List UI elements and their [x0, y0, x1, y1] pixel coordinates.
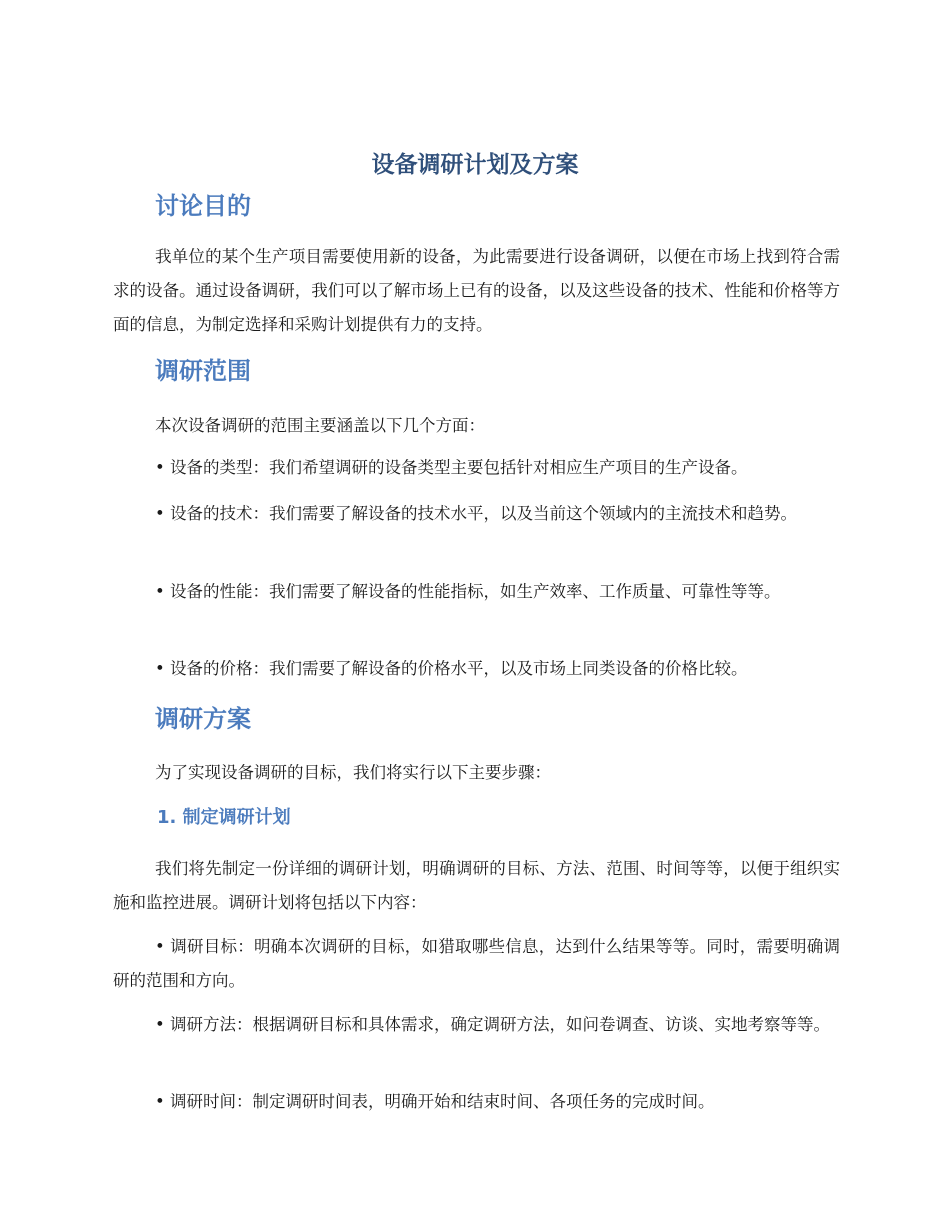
heading-purpose: 讨论目的 — [155, 192, 251, 220]
step-1-item-method: • 调研方法：根据调研目标和具体需求，确定调研方法，如问卷调查、访谈、实地考察等等。 — [155, 1015, 830, 1034]
scope-intro: 本次设备调研的范围主要涵盖以下几个方面： — [155, 416, 485, 435]
scope-item-price: • 设备的价格：我们需要了解设备的价格水平，以及市场上同类设备的价格比较。 — [155, 659, 748, 678]
plan-intro: 为了实现设备调研的目标，我们将实行以下主要步骤： — [155, 763, 551, 782]
document-title: 设备调研计划及方案 — [371, 152, 579, 178]
step-1-item-goal: • 调研目标：明确本次调研的目标，如猎取哪些信息，达到什么结果等等。同时，需要明确调研的范围和方向。 — [113, 937, 840, 990]
heading-step-1: 1. 制定调研计划 — [157, 807, 291, 828]
scope-item-technology: • 设备的技术：我们需要了解设备的技术水平，以及当前这个领域内的主流技术和趋势。 — [155, 504, 797, 523]
heading-plan: 调研方案 — [155, 705, 251, 733]
scope-item-type: • 设备的类型：我们希望调研的设备类型主要包括针对相应生产项目的生产设备。 — [155, 458, 748, 477]
heading-scope: 调研范围 — [155, 357, 251, 385]
scope-item-performance: • 设备的性能：我们需要了解设备的性能指标，如生产效率、工作质量、可靠性等等。 — [155, 582, 781, 601]
step-1-item-time: • 调研时间：制定调研时间表，明确开始和结束时间、各项任务的完成时间。 — [155, 1092, 715, 1111]
purpose-paragraph: 我单位的某个生产项目需要使用新的设备，为此需要进行设备调研，以便在市场上找到符合需求的设备。通过设备调研，我们可以了解市场上已有的设备，以及这些设备的技术、性能和价格等方面的信息，为制定选择和采购计划提供有力的支持。 — [113, 247, 840, 334]
step-1-paragraph: 我们将先制定一份详细的调研计划，明确调研的目标、方法、范围、时间等等，以便于组织实施和监控进展。调研计划将包括以下内容： — [113, 859, 840, 912]
